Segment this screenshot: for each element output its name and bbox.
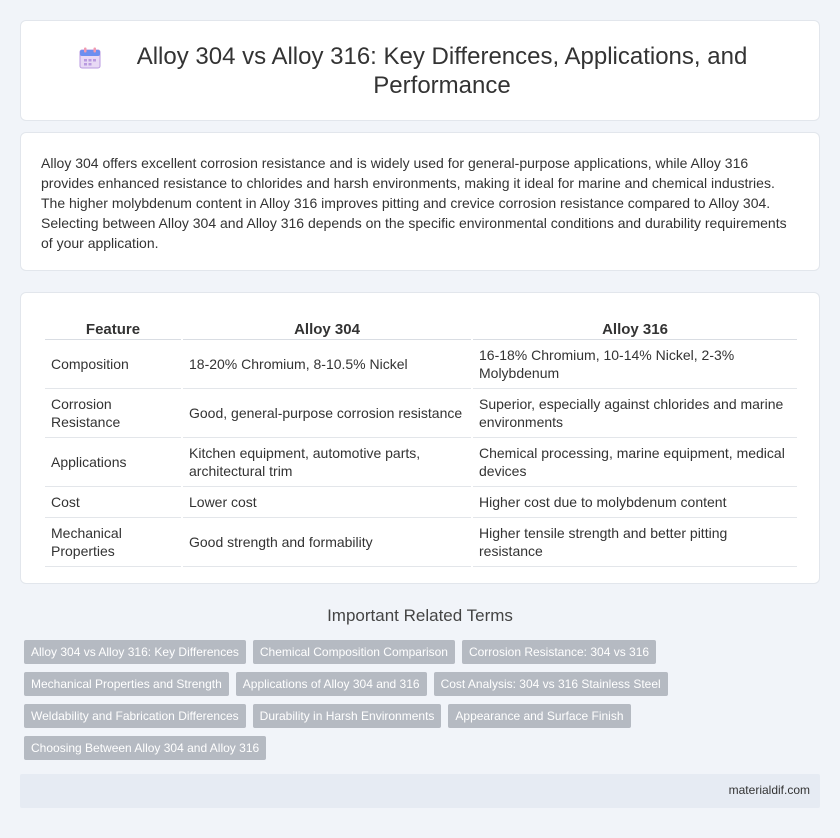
tag-row: [24, 704, 824, 728]
summary-card: [20, 132, 820, 271]
column-header-feature: Feature: [45, 313, 181, 340]
related-term-tag[interactable]: Appearance and Surface Finish: [448, 704, 630, 728]
table-cell: Good, general-purpose corrosion resistance: [183, 389, 471, 438]
related-term-tag[interactable]: Alloy 304 vs Alloy 316: Key Differences: [24, 640, 246, 664]
table-cell: Chemical processing, marine equipment, medical devices: [473, 438, 797, 487]
page-title: Alloy 304 vs Alloy 316: Key Differences, Applications, and Performance: [136, 42, 748, 99]
comparison-table: [43, 313, 799, 567]
table-cell: Kitchen equipment, automotive parts, architectural trim: [183, 438, 471, 487]
column-header-alloy-304: Alloy 304: [183, 313, 471, 340]
tag-row: [24, 672, 824, 696]
table-row: [45, 389, 797, 438]
footer: [20, 774, 820, 808]
related-term-tag[interactable]: Chemical Composition Comparison: [253, 640, 455, 664]
table-cell: Mechanical Properties: [45, 518, 181, 567]
title-wrap: [78, 42, 762, 100]
table-cell: 16-18% Chromium, 10-14% Nickel, 2-3% Molybdenum: [473, 340, 797, 389]
related-term-tag[interactable]: Mechanical Properties and Strength: [24, 672, 229, 696]
table-cell: Higher cost due to molybdenum content: [473, 487, 797, 518]
related-terms-heading: Important Related Terms: [327, 606, 513, 625]
related-term-tag[interactable]: Weldability and Fabrication Differences: [24, 704, 246, 728]
table-cell: Composition: [45, 340, 181, 389]
table-cell: Cost: [45, 487, 181, 518]
footer-site-link[interactable]: materialdif.com: [728, 783, 810, 797]
table-row: [45, 518, 797, 567]
header-card: [20, 20, 820, 121]
tag-row: [24, 736, 824, 760]
table-cell: 18-20% Chromium, 8-10.5% Nickel: [183, 340, 471, 389]
column-header-alloy-316: Alloy 316: [473, 313, 797, 340]
table-cell: Higher tensile strength and better pitting resistance: [473, 518, 797, 567]
tag-row: [24, 640, 824, 664]
table-cell: Superior, especially against chlorides and marine environments: [473, 389, 797, 438]
related-terms-tags: [24, 640, 824, 768]
related-term-tag[interactable]: Choosing Between Alloy 304 and Alloy 316: [24, 736, 266, 760]
related-term-tag[interactable]: Applications of Alloy 304 and 316: [236, 672, 427, 696]
summary-text: Alloy 304 offers excellent corrosion resistance and is widely used for general-purpose applications, while Alloy 316 provides enhanced resistance to chlorides and harsh environments, making it ideal for marine and chemical industries. The higher molybdenum content in Alloy 316 improves pitting and crevice corrosion resistance compared to Alloy 304. Selecting between Alloy 304 and Alloy 316 depends on the specific environmental conditions and durability requirements of your application.: [41, 155, 787, 251]
table-row: [45, 487, 797, 518]
table-cell: Corrosion Resistance: [45, 389, 181, 438]
related-term-tag[interactable]: Durability in Harsh Environments: [253, 704, 442, 728]
related-term-tag[interactable]: Cost Analysis: 304 vs 316 Stainless Steel: [434, 672, 668, 696]
table-cell: Lower cost: [183, 487, 471, 518]
table-cell: Good strength and formability: [183, 518, 471, 567]
table-header-row: [45, 313, 797, 340]
table-row: [45, 438, 797, 487]
calendar-icon: [78, 46, 102, 70]
related-term-tag[interactable]: Corrosion Resistance: 304 vs 316: [462, 640, 656, 664]
table-cell: Applications: [45, 438, 181, 487]
comparison-table-card: [20, 292, 820, 584]
table-row: [45, 340, 797, 389]
